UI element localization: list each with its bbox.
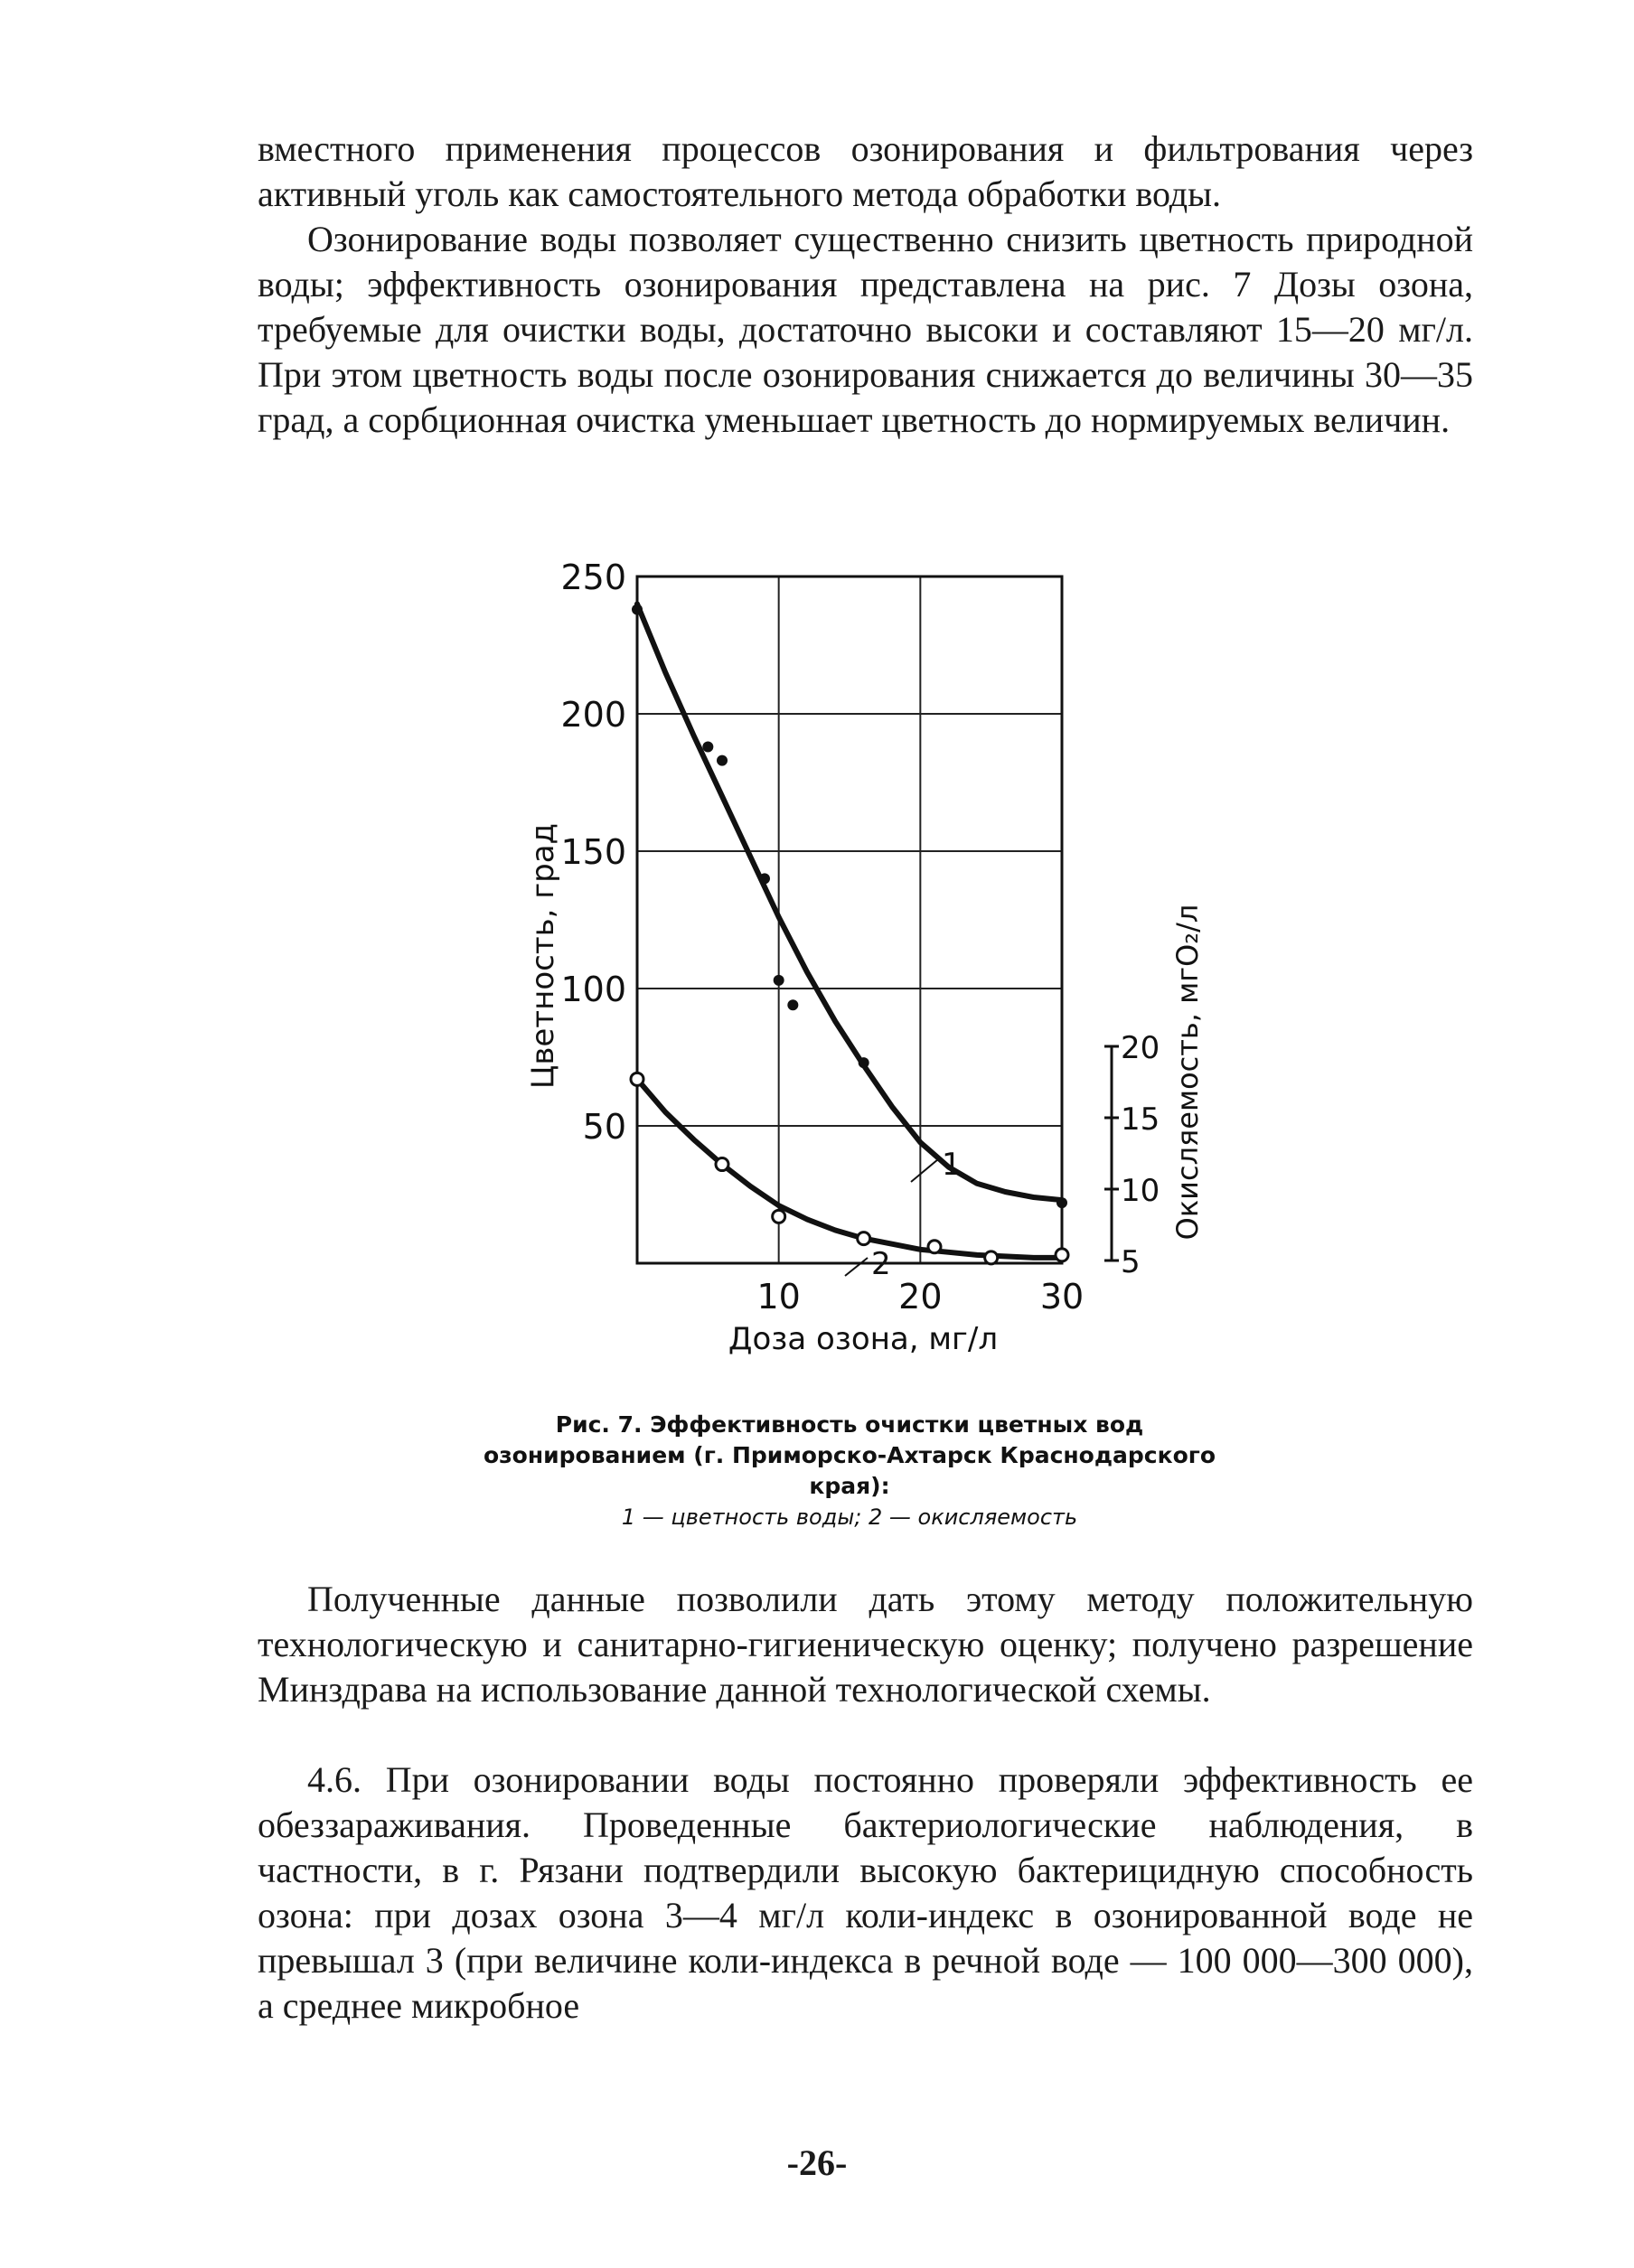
x-tick-label: 20 xyxy=(898,1277,943,1317)
caption-legend: 1 — цветность воды; 2 — окисляемость xyxy=(621,1504,1078,1530)
series-1-point xyxy=(1056,1197,1067,1208)
annotation-1-leader xyxy=(911,1159,938,1182)
y-axis-label: Цветность, град xyxy=(525,822,561,1090)
series-2-point xyxy=(631,1073,643,1085)
paragraph-3: Полученные данные позволили дать этому методу положительную технологическую и санитарно-гигиеническую оценку; получено разрешение Минздрава на использование данной технологической схемы. xyxy=(258,1579,1473,1710)
chart-points xyxy=(631,604,1068,1263)
series-2-point xyxy=(716,1158,728,1171)
x-axis-label: Доза озона, мг/л xyxy=(728,1321,999,1355)
series-1-line xyxy=(637,604,1062,1200)
y-tick-label: 100 xyxy=(560,970,626,1009)
annotation-2-leader xyxy=(845,1258,868,1276)
series-2-point xyxy=(928,1241,941,1253)
y-tick-label: 250 xyxy=(560,558,626,597)
y2-tick-label: 10 xyxy=(1121,1173,1160,1209)
series-2-point xyxy=(985,1251,998,1264)
series-1-point xyxy=(859,1057,869,1068)
chart-curves xyxy=(637,604,1062,1258)
series-1-point xyxy=(774,975,784,986)
y-tick-label: 50 xyxy=(582,1107,626,1147)
paragraph-4: 4.6. При озонировании воды постоянно проверяли эффективность ее обеззараживания. Проведенные бактериологические наблюдения, в частности, в г. Рязани подтвердили высокую бактерицидную способность озона: при дозах озона 3—4 мг/л коли-индекс в озонированной воде не превышал 3 (при величине коли-индекса в речной воде — 100 000—300 000), а среднее микробное xyxy=(258,1759,1473,2026)
series-1-point xyxy=(632,604,643,614)
series-1-point xyxy=(787,999,798,1010)
chart-axes xyxy=(637,576,1119,1263)
x-tick-label: 30 xyxy=(1039,1277,1085,1317)
y-tick-label: 150 xyxy=(560,832,626,872)
series-1-point xyxy=(717,755,728,766)
plot-frame xyxy=(637,576,1062,1263)
figure-caption xyxy=(452,1410,1247,1532)
series-1-point xyxy=(702,741,713,752)
y2-tick-label: 5 xyxy=(1121,1244,1141,1280)
chart-grid xyxy=(637,576,1062,1263)
caption-title: Рис. 7. Эффективность очистки цветных вод озонированием (г. Приморско-Ахтарск Краснодарского края): xyxy=(483,1411,1216,1499)
x-tick-label: 10 xyxy=(756,1277,801,1317)
page-number: -26- xyxy=(786,2142,848,2183)
series-2-line xyxy=(637,1079,1062,1258)
y2-tick-label: 15 xyxy=(1121,1101,1160,1138)
y2-tick-label: 20 xyxy=(1121,1030,1160,1066)
paragraph-1: вместного применения процессов озонирования и фильтрования через активный уголь как самостоятельного метода обработки воды. xyxy=(258,128,1473,214)
figure-7-chart xyxy=(506,542,1229,1355)
series-2-point xyxy=(773,1210,785,1223)
series-2-point xyxy=(1056,1249,1068,1261)
paragraph-2: Озонирование воды позволяет существенно снизить цветность природной воды; эффективность озонирования представлена на рис. 7 Дозы озона, требуемые для очистки воды, достаточно высоки и составляют 15—20 мг/л. При этом цветность воды после озонирования снижается до величины 30—35 град, а сорбционная очистка уменьшает цветность до нормируемых величин. xyxy=(258,219,1473,440)
annotation-curve-2: 2 xyxy=(871,1246,891,1282)
annotation-curve-1: 1 xyxy=(942,1147,962,1183)
y2-axis-label: Окисляемость, мгO₂/л xyxy=(1170,904,1205,1241)
series-2-point xyxy=(858,1232,870,1245)
series-1-point xyxy=(759,873,770,884)
y-tick-label: 200 xyxy=(560,695,626,735)
